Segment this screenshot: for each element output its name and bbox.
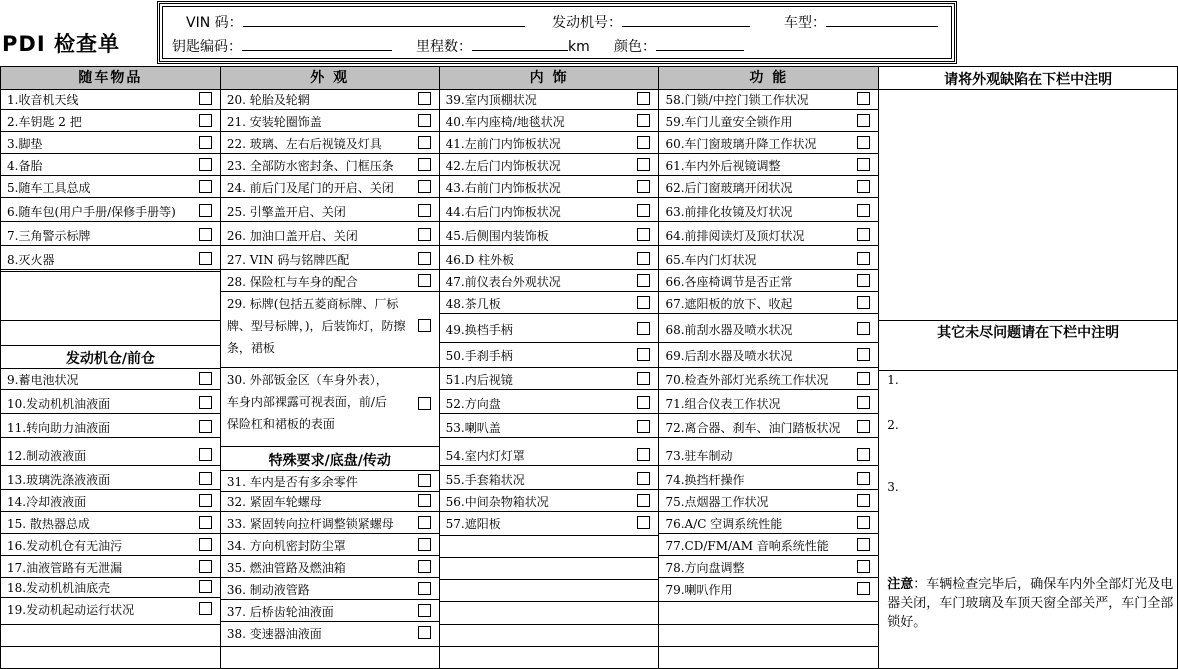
checklist-item-label: 54.室内灯灯罩 — [445, 449, 525, 463]
checklist-item-label: 42.左后门内饰板状况 — [445, 159, 561, 173]
checkbox[interactable] — [637, 420, 650, 433]
checkbox[interactable] — [637, 136, 650, 149]
checkbox[interactable] — [857, 204, 870, 217]
checklist-item-label: 60.车门窗玻璃升降工作状况 — [665, 137, 817, 151]
checkbox[interactable] — [199, 494, 212, 507]
checklist-item-label: 41.左前门内饰板状况 — [445, 137, 561, 151]
checklist-item-label: 36. 制动液管路 — [226, 583, 310, 597]
model-field[interactable] — [784, 12, 938, 32]
checkbox[interactable] — [199, 580, 212, 593]
checkbox[interactable] — [418, 274, 431, 287]
checkbox[interactable] — [418, 228, 431, 241]
notice-body: ：车辆检查完毕后，确保车内外全部灯光及电器关闭，车门玻璃及车顶天窗全部关严，车门全部锁好。 — [887, 577, 1174, 630]
checklist-item-label: 30. 外部钣金区（车身外表），车身内部裸露可视表面，前/后保险杠和裙板的表面 — [226, 373, 388, 431]
checkbox[interactable] — [199, 420, 212, 433]
notice-text — [887, 575, 1177, 632]
checkbox[interactable] — [857, 538, 870, 551]
function-column — [659, 67, 878, 668]
checkbox[interactable] — [418, 92, 431, 105]
checklist-item-label: 75.点烟器工作状况 — [665, 495, 769, 509]
checkbox[interactable] — [637, 448, 650, 461]
checklist-item-label: 26. 加油口盖开启、关闭 — [226, 229, 358, 243]
checkbox[interactable] — [199, 92, 212, 105]
checkbox[interactable] — [857, 114, 870, 127]
checklist-item-label: 66.各座椅调节是否正常 — [665, 275, 793, 289]
checklist-item-label: 20. 轮胎及轮辋 — [226, 93, 310, 107]
checklist-item-label: 47.前仪表台外观状况 — [445, 275, 561, 289]
checklist-item-label: 33. 紧固转向拉杆调整锁紧螺母 — [226, 517, 394, 531]
checklist-item-label: 37. 后桥齿轮油液面 — [226, 605, 334, 619]
checklist-item-label: 9.蓄电池状况 — [7, 373, 79, 387]
key-code-label: 钥匙编码： — [172, 39, 242, 55]
checklist-item-label: 38. 变速器油液面 — [226, 627, 322, 641]
checklist-item-label: 6.随车包(用户手册/保修手册等) — [7, 205, 176, 219]
exterior-header: 外 观 — [221, 67, 439, 90]
checklist-item-label: 55.手套箱状况 — [445, 473, 525, 487]
checkbox[interactable] — [199, 252, 212, 265]
checkbox[interactable] — [857, 158, 870, 171]
checkbox[interactable] — [637, 516, 650, 529]
checkbox[interactable] — [637, 494, 650, 507]
checklist-item-label: 13.玻璃洗涤液液面 — [7, 473, 111, 487]
checkbox[interactable] — [199, 448, 212, 461]
checklist-item-label: 19.发动机起动运行状况 — [7, 603, 135, 617]
checkbox[interactable] — [857, 136, 870, 149]
checklist-item-label: 58.门锁/中控门锁工作状况 — [665, 93, 809, 107]
checkbox[interactable] — [637, 348, 650, 361]
checkbox[interactable] — [857, 180, 870, 193]
remark-number-1: 1. — [887, 373, 899, 387]
checkbox[interactable] — [857, 92, 870, 105]
checklist-item-label: 31. 车内是否有多余零件 — [226, 475, 358, 489]
checklist-item-label: 4.备胎 — [7, 159, 43, 173]
checkbox[interactable] — [418, 397, 431, 410]
vin-label: VIN 码： — [186, 15, 243, 31]
checklist-item-label: 78.方向盘调整 — [665, 561, 745, 575]
checkbox[interactable] — [418, 604, 431, 617]
checkbox[interactable] — [637, 204, 650, 217]
checklist-item-label: 44.右后门内饰板状况 — [445, 205, 561, 219]
special-header: 特殊要求/底盘/传动 — [268, 453, 391, 469]
checklist-item-label: 17.油液管路有无泄漏 — [7, 561, 123, 575]
checkbox[interactable] — [857, 420, 870, 433]
accessories-header: 随车物品 — [1, 67, 220, 90]
checkbox[interactable] — [418, 136, 431, 149]
checkbox[interactable] — [418, 538, 431, 551]
checkbox[interactable] — [637, 92, 650, 105]
checklist-item-label: 1.收音机天线 — [7, 93, 79, 107]
function-header: 功 能 — [659, 67, 878, 90]
checklist-item-label: 18.发动机机油底壳 — [7, 581, 111, 595]
checkbox[interactable] — [637, 114, 650, 127]
checklist-item-label: 73.驻车制动 — [665, 449, 733, 463]
checkbox[interactable] — [637, 252, 650, 265]
checkbox[interactable] — [857, 348, 870, 361]
checklist-item-label: 3.脚垫 — [7, 137, 43, 151]
checkbox[interactable] — [418, 560, 431, 573]
color-line[interactable] — [656, 36, 744, 51]
checklist-item-label: 5.随车工具总成 — [7, 181, 91, 195]
checkbox[interactable] — [857, 322, 870, 335]
checklist-item-label: 35. 燃油管路及燃油箱 — [226, 561, 346, 575]
checklist-item-label: 12.制动液液面 — [7, 449, 87, 463]
checkbox[interactable] — [418, 494, 431, 507]
checkbox[interactable] — [857, 516, 870, 529]
checklist-item-label: 7.三角警示标牌 — [7, 229, 91, 243]
checklist-item-label: 70.检查外部灯光系统工作状况 — [665, 373, 829, 387]
checkbox[interactable] — [418, 582, 431, 595]
checklist-item-label: 56.中间杂物箱状况 — [445, 495, 549, 509]
checklist-item-label: 74.换挡杆操作 — [665, 473, 745, 487]
checkbox[interactable] — [199, 396, 212, 409]
checklist-item-label: 71.组合仪表工作状况 — [665, 397, 781, 411]
checkbox[interactable] — [857, 372, 870, 385]
model-line[interactable] — [826, 12, 938, 27]
checkbox[interactable] — [637, 274, 650, 287]
key-code-line[interactable] — [242, 36, 392, 51]
checklist-item-label: 50.手刹手柄 — [445, 349, 513, 363]
accessories-engine-column — [1, 67, 220, 668]
checkbox[interactable] — [418, 204, 431, 217]
checklist-item-label: 21. 安装轮圈饰盖 — [226, 115, 322, 129]
checkbox[interactable] — [418, 114, 431, 127]
checkbox[interactable] — [418, 516, 431, 529]
checkbox[interactable] — [637, 180, 650, 193]
checklist-item-label: 43.右前门内饰板状况 — [445, 181, 561, 195]
checklist-item-label: 57.遮阳板 — [445, 517, 501, 531]
checklist-item-label: 61.车内外后视镜调整 — [665, 159, 781, 173]
checkbox[interactable] — [857, 296, 870, 309]
checkbox[interactable] — [199, 560, 212, 573]
checkbox[interactable] — [637, 322, 650, 335]
page-title: PDI 检查单 — [2, 32, 120, 56]
checklist-item-label: 15. 散热器总成 — [7, 517, 90, 531]
checklist-item-label: 51.内后视镜 — [445, 373, 513, 387]
checklist-item-label: 10.发动机机油液面 — [7, 397, 111, 411]
checklist-item-label: 27. VIN 码与铭牌匹配 — [226, 253, 350, 267]
checkbox[interactable] — [418, 180, 431, 193]
interior-header: 内 饰 — [440, 67, 659, 90]
checkbox[interactable] — [199, 372, 212, 385]
checkbox[interactable] — [637, 296, 650, 309]
checklist-item-label: 28. 保险杠与车身的配合 — [226, 275, 358, 289]
checkbox[interactable] — [637, 158, 650, 171]
checklist-item-label: 59.车门儿童安全锁作用 — [665, 115, 793, 129]
model-label: 车型： — [784, 15, 826, 31]
key-code-field[interactable] — [172, 36, 392, 56]
checkbox[interactable] — [199, 114, 212, 127]
checkbox[interactable] — [857, 228, 870, 241]
notice-label: 注意 — [887, 577, 914, 592]
remark-number-2: 2. — [887, 418, 899, 432]
checkbox[interactable] — [199, 158, 212, 171]
checklist-item-label: 63.前排化妆镜及灯状况 — [665, 205, 793, 219]
checkbox[interactable] — [199, 204, 212, 217]
checklist-item-label: 40.车内座椅/地毯状况 — [445, 115, 565, 129]
mileage-label: 里程数： — [416, 39, 472, 55]
checklist-item-label: 11.转向助力油液面 — [7, 421, 111, 435]
color-label: 颜色： — [614, 39, 656, 55]
engine-number-line[interactable] — [622, 12, 750, 27]
checklist-item-label: 72.离合器、刹车、油门踏板状况 — [665, 421, 841, 435]
checklist-item-label: 29. 标牌(包括五菱商标牌、厂标牌、型号标牌，)，后装饰灯，防擦条，裙板 — [226, 297, 406, 355]
checklist-item-label: 53.喇叭盖 — [445, 421, 501, 435]
checkbox[interactable] — [199, 180, 212, 193]
checklist-item-label: 46.D 柱外板 — [445, 253, 515, 267]
checkbox[interactable] — [857, 448, 870, 461]
checklist-item-label: 14.冷却液液面 — [7, 495, 87, 509]
checkbox[interactable] — [857, 560, 870, 573]
checklist-item-label: 23. 全部防水密封条、门框压条 — [226, 159, 394, 173]
exterior-defects-header: 请将外观缺陷在下栏中注明 — [944, 72, 1113, 88]
checkbox[interactable] — [857, 252, 870, 265]
remark-number-3: 3. — [887, 480, 899, 494]
checklist-item-label: 2.车钥匙 2 把 — [7, 115, 82, 129]
checklist-item-label: 68.前刮水器及喷水状况 — [665, 323, 793, 337]
checklist-item-label: 39.室内顶棚状况 — [445, 93, 537, 107]
exterior-special-column — [221, 67, 439, 668]
checklist-item-label: 16.发动机仓有无油污 — [7, 539, 123, 553]
checkbox[interactable] — [857, 274, 870, 287]
engine-number-label: 发动机号： — [552, 15, 622, 31]
checkbox[interactable] — [199, 228, 212, 241]
remarks-column — [879, 67, 1177, 668]
checkbox[interactable] — [418, 158, 431, 171]
vin-field[interactable] — [186, 12, 525, 32]
checkbox[interactable] — [199, 516, 212, 529]
checkbox[interactable] — [199, 538, 212, 551]
mileage-line[interactable] — [472, 36, 568, 51]
checkbox[interactable] — [418, 319, 431, 332]
checkbox[interactable] — [857, 396, 870, 409]
checklist-item-label: 79.喇叭作用 — [665, 583, 733, 597]
checkbox[interactable] — [418, 626, 431, 639]
checkbox[interactable] — [637, 372, 650, 385]
color-field[interactable] — [614, 36, 744, 56]
checklist-item-label: 77.CD/FM/AM 音响系统性能 — [665, 539, 829, 553]
checkbox[interactable] — [857, 494, 870, 507]
checkbox[interactable] — [199, 472, 212, 485]
checkbox[interactable] — [637, 228, 650, 241]
checklist-item-label: 49.换档手柄 — [445, 323, 513, 337]
checkbox[interactable] — [199, 136, 212, 149]
checklist-item-label: 34. 方向机密封防尘罩 — [226, 539, 346, 553]
checklist-item-label: 67.遮阳板的放下、收起 — [665, 297, 793, 311]
checklist-item-label: 8.灭火器 — [7, 253, 55, 267]
checklist-item-label: 25. 引擎盖开启、关闭 — [226, 205, 346, 219]
checklist-item-label: 24. 前后门及尾门的开启、关闭 — [226, 181, 394, 195]
checkbox[interactable] — [199, 602, 212, 615]
checklist-item-label: 22. 玻璃、左右后视镜及灯具 — [226, 137, 382, 151]
vin-line[interactable] — [243, 12, 525, 27]
checklist-item-label: 76.A/C 空调系统性能 — [665, 517, 783, 531]
checklist-item-label: 69.后刮水器及喷水状况 — [665, 349, 793, 363]
checklist-item-label: 48.茶几板 — [445, 297, 501, 311]
checklist-item-label: 65.车内门灯状况 — [665, 253, 757, 267]
checklist-item-label: 64.前排阅读灯及顶灯状况 — [665, 229, 805, 243]
checklist-item-label: 45.后侧围内装饰板 — [445, 229, 549, 243]
checkbox[interactable] — [857, 472, 870, 485]
checklist-item-label: 52.方向盘 — [445, 397, 501, 411]
checkbox[interactable] — [418, 252, 431, 265]
checkbox[interactable] — [418, 474, 431, 487]
mileage-unit: km — [568, 39, 590, 55]
checkbox[interactable] — [857, 582, 870, 595]
interior-column — [440, 67, 659, 668]
other-issues-header: 其它未尽问题请在下栏中注明 — [937, 325, 1120, 341]
checklist-item-label: 62.后门窗玻璃开闭状况 — [665, 181, 793, 195]
checkbox[interactable] — [637, 472, 650, 485]
mileage-field[interactable] — [416, 36, 590, 56]
engine-number-field[interactable] — [552, 12, 750, 32]
checkbox[interactable] — [637, 396, 650, 409]
engine-header: 发动机仓/前仓 — [65, 351, 155, 367]
checklist-item-label: 32. 紧固车轮螺母 — [226, 495, 322, 509]
checklist-table — [0, 66, 1178, 669]
